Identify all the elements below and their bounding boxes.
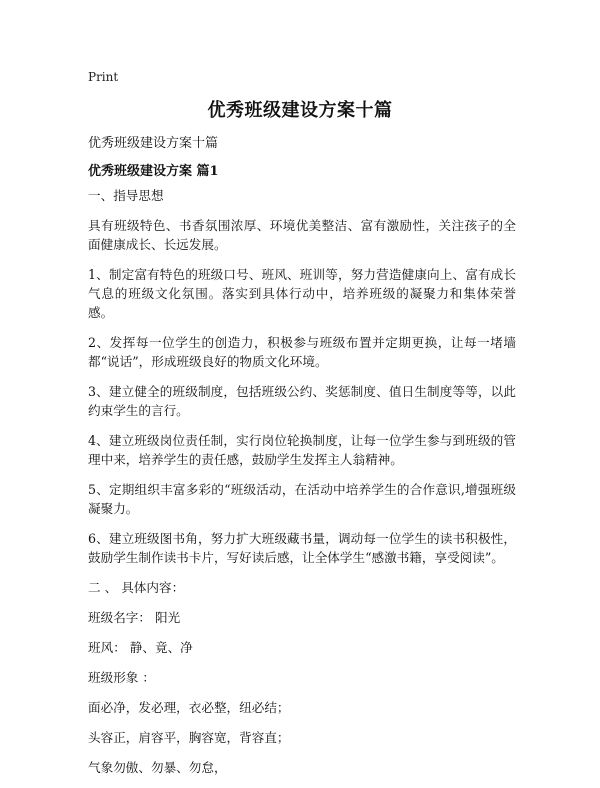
paragraph-guiding-ideology-heading: 一、指导思想 bbox=[88, 188, 164, 203]
paragraph-item-6: 6、建立班级图书角，努力扩大班级藏书量，调动每一位学生的读书积极性，鼓励学生制作读书卡片，写好读后感，让全体学生“感激书籍，享受阅读”。 bbox=[88, 531, 516, 565]
paragraph-specific-content-heading: 二 、 具体内容： bbox=[88, 580, 185, 595]
print-link[interactable]: Print bbox=[88, 70, 119, 84]
paragraph-rule-3: 气象勿傲、勿暴、勿怠， bbox=[88, 760, 227, 775]
paragraph-class-image: 班级形象 ： bbox=[88, 670, 155, 685]
document-body bbox=[88, 186, 516, 788]
paragraph-class-style: 班风： 静、竟、净 bbox=[88, 640, 193, 655]
paragraph-intro: 具有班级特色、书香氛围浓厚、环境优美整洁、富有激励性，关注孩子的全面健康成长、长远发展。 bbox=[88, 218, 516, 252]
paragraph-class-name: 班级名字： 阳光 bbox=[88, 610, 181, 625]
paragraph-item-4: 4、建立班级岗位责任制，实行岗位轮换制度，让每一位学生参与到班级的管理中来，培养学生的责任感，鼓励学生发挥主人翁精神。 bbox=[88, 433, 516, 467]
paragraph-item-5: 5、定期组织丰富多彩的“班级活动，在活动中培养学生的合作意识,增强班级凝聚力。 bbox=[88, 482, 516, 516]
paragraph-item-3: 3、建立健全的班级制度，包括班级公约、奖惩制度、值日生制度等等，以此约束学生的言行。 bbox=[88, 384, 516, 418]
document-subtitle: 优秀班级建设方案十篇 bbox=[88, 136, 219, 151]
section-heading: 优秀班级建设方案 篇1 bbox=[88, 164, 219, 179]
paragraph-rule-2: 头容正，肩容平，胸容宽，背容直； bbox=[88, 730, 290, 745]
page-title: 优秀班级建设方案十篇 bbox=[207, 100, 393, 121]
paragraph-rule-1: 面必净，发必理，衣必整，纽必结； bbox=[88, 700, 290, 715]
paragraph-item-1: 1、制定富有特色的班级口号、班风、班训等，努力营造健康向上、富有成长气息的班级文化氛围。落实到具体行动中，培养班级的凝聚力和集体荣誉感。 bbox=[88, 267, 516, 320]
paragraph-item-2: 2、发挥每一位学生的创造力，积极参与班级布置并定期更换，让每一堵墙都“说话”，形成班级良好的物质文化环境。 bbox=[88, 335, 516, 369]
